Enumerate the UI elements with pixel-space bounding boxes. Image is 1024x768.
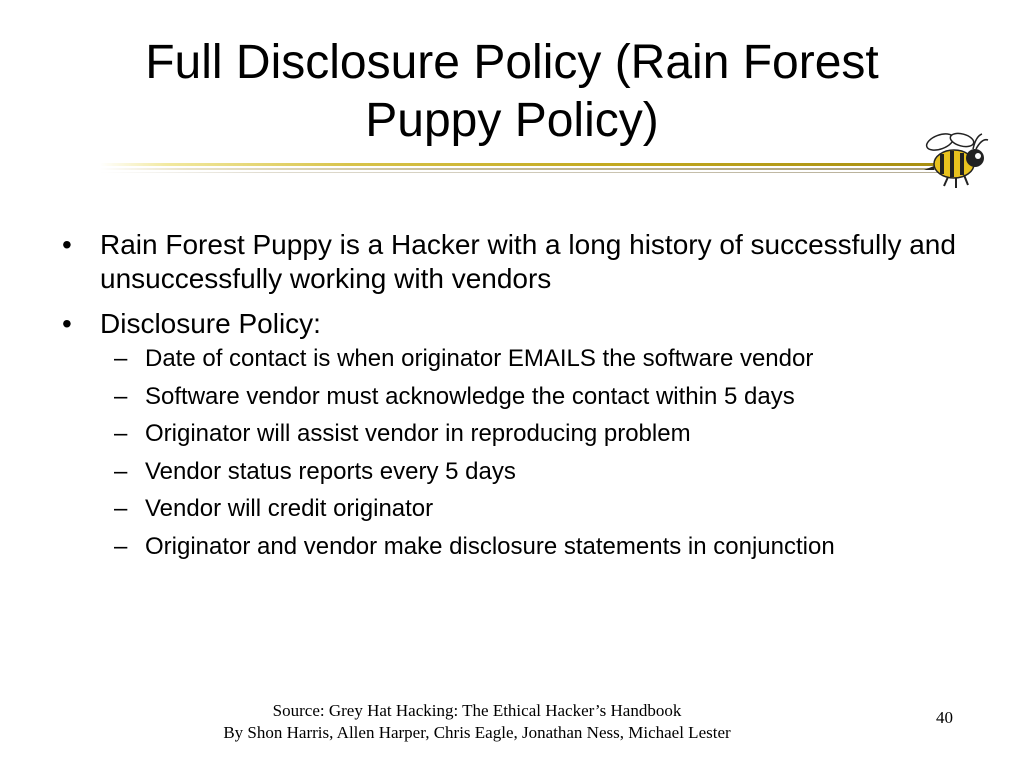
footer-source-line-2: By Shon Harris, Allen Harper, Chris Eagle, Jonathan Ness, Michael Lester [223, 723, 731, 742]
bullet-text: Rain Forest Puppy is a Hacker with a long history of successfully and unsuccessfully working with vendors [100, 229, 956, 294]
yellow-jacket-mascot-icon [918, 130, 990, 190]
slide-body-list [56, 228, 986, 572]
sub-bullet-marker: – [114, 532, 128, 560]
sub-bullet-text: Vendor status reports every 5 days [145, 457, 516, 485]
sub-bullet-text: Software vendor must acknowledge the contact within 5 days [145, 382, 795, 410]
sub-bullet-text: Vendor will credit originator [145, 495, 434, 523]
footer-source [140, 700, 814, 744]
sub-bullet-item [100, 345, 986, 373]
sub-bullet-item [100, 458, 986, 486]
title-underline-gray [100, 172, 940, 173]
title-underline-gold [100, 163, 940, 166]
footer-source-line-1: Source: Grey Hat Hacking: The Ethical Hacker’s Handbook [272, 701, 682, 720]
sub-bullet-text: Originator and vendor make disclosure statements in conjunction [145, 532, 835, 560]
sub-bullet-item [100, 495, 986, 523]
slide-title-line-1: Full Disclosure Policy (Rain Forest [145, 36, 879, 89]
page-number: 40 [936, 708, 953, 727]
sub-bullet-marker: – [114, 495, 128, 523]
sub-bullet-item [100, 383, 986, 411]
sub-bullet-marker: – [114, 345, 128, 372]
bullet-item [56, 228, 986, 296]
sub-bullet-list [100, 345, 986, 561]
sub-bullet-text: Originator will assist vendor in reproducing problem [145, 420, 691, 448]
sub-bullet-item [100, 533, 986, 561]
title-underline-tan [100, 168, 940, 170]
sub-bullet-marker: – [114, 457, 128, 485]
bullet-text: Disclosure Policy: [100, 308, 321, 339]
sub-bullet-marker: – [114, 420, 128, 448]
slide-title-line-2: Puppy Policy) [365, 94, 659, 147]
slide-title [40, 34, 984, 150]
bullet-marker: • [62, 229, 72, 260]
bullet-marker: • [62, 308, 72, 339]
sub-bullet-marker: – [114, 382, 128, 410]
sub-bullet-item [100, 420, 986, 448]
sub-bullet-text: Date of contact is when originator EMAILS the software vendor [145, 345, 814, 372]
bullet-item [56, 307, 986, 561]
